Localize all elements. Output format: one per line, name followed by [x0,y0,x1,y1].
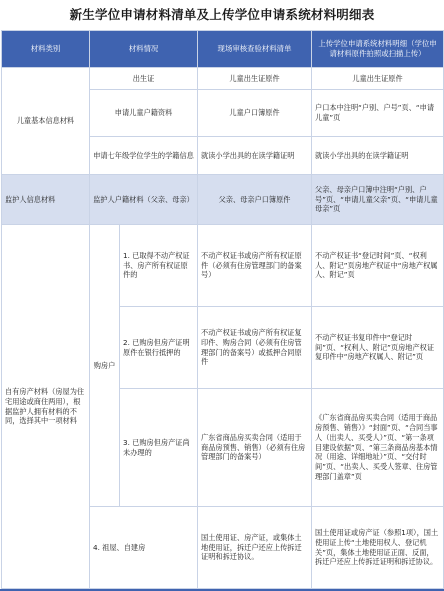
hukou-situation: 申请儿童户籍资料 [90,90,198,137]
p4-situation: 4. 祖屋、自建房 [90,507,198,589]
birth-onsite: 儿童出生证原件 [198,68,312,90]
guardian-situation: 监护人户籍材料（父亲、母亲） [90,175,198,225]
p3-onsite: 广东省商品房买卖合同（适用于商品房预售、销售）（必须有住房管理部门的备案号） [198,389,312,507]
p2-upload: 不动产权证书复印件中“登记时间”页、“权利人、附记”页房地产权证复印件中“房地产权属人、附记”页 [312,307,444,389]
basic-info-category: 儿童基本信息材料 [2,68,90,175]
p2-onsite: 不动产权证书或房产所有权证复印件、购房合同（必须有住房管理部门的备案号）或抵押合同原件 [198,307,312,389]
grade7-upload: 就读小学出具的在读学籍证明 [312,137,444,175]
grade7-situation: 申请七年级学位学生的学籍信息 [90,137,198,175]
p3-upload: 《广东省商品房买卖合同（适用于商品房预售、销售）》“封面”页、“合同当事人（出卖人、买受人）”页、“第一条项目建设依据”页、“第三条商品房基本情况（用途、详细地址）”页、“交付时间”页、“出卖人、买受人签章、住房管理部门盖章”页 [312,389,444,507]
p1-situation: 1. 已取得不动产权证书、房产所有权证原件的 [120,225,198,307]
guardian-onsite: 父亲、母亲户口簿原件 [198,175,312,225]
page-title: 新生学位申请材料清单及上传学位申请系统材料明细表 [69,7,375,22]
purchase-label: 购房户 [90,225,120,507]
p4-upload: 国土使用证或房产证（参照1项），国土使用证上传“土地使用权人、登记机关”页，集体土地使用证正面、反面，拆迁户还应上传拆迁证明和拆迁协议。 [312,507,444,589]
header-situation: 材料情况 [90,31,198,68]
materials-table [1,30,444,589]
table-row [2,225,444,307]
guardian-category: 监护人信息材料 [2,175,90,225]
table-row [2,68,444,90]
table-header-row [2,31,444,68]
birth-situation: 出生证 [90,68,198,90]
p4-onsite: 国土使用证、房产证，或集体土地使用证，拆迁户还应上传拆迁证明和拆迁协议。 [198,507,312,589]
p3-situation: 3. 已购房但房产证尚未办理的 [120,389,198,507]
hukou-onsite: 儿童户口簿原件 [198,90,312,137]
p1-onsite: 不动产权证书或房产所有权证原件（必须有住房管理部门的备案号） [198,225,312,307]
birth-upload: 儿童出生证原件 [312,68,444,90]
table-row [2,175,444,225]
hukou-upload: 户口本中注明“户别、户号”页、“申请儿童”页 [312,90,444,137]
header-upload: 上传学位申请系统材料明细（学位申请材料原件拍照或扫描上传） [312,31,444,68]
guardian-upload: 父亲、母亲户口簿中注明“户别、户号”页、“申请儿童父亲”页、“申请儿童母亲”页 [312,175,444,225]
p2-situation: 2. 已购房但房产证明原件在银行抵押的 [120,307,198,389]
header-category: 材料类别 [2,31,90,68]
p1-upload: 不动产权证书“登记时间”页、“权利人、附记”页房地产权证中“房地产权属人、附记”页 [312,225,444,307]
property-category: 自有房产材料（房屋为住宅用途或商住两用），根据监护人拥有材料的不同，选择其中一项材料 [2,225,90,589]
header-onsite: 现场审核查验材料清单 [198,31,312,68]
grade7-onsite: 就读小学出具的在读学籍证明 [198,137,312,175]
